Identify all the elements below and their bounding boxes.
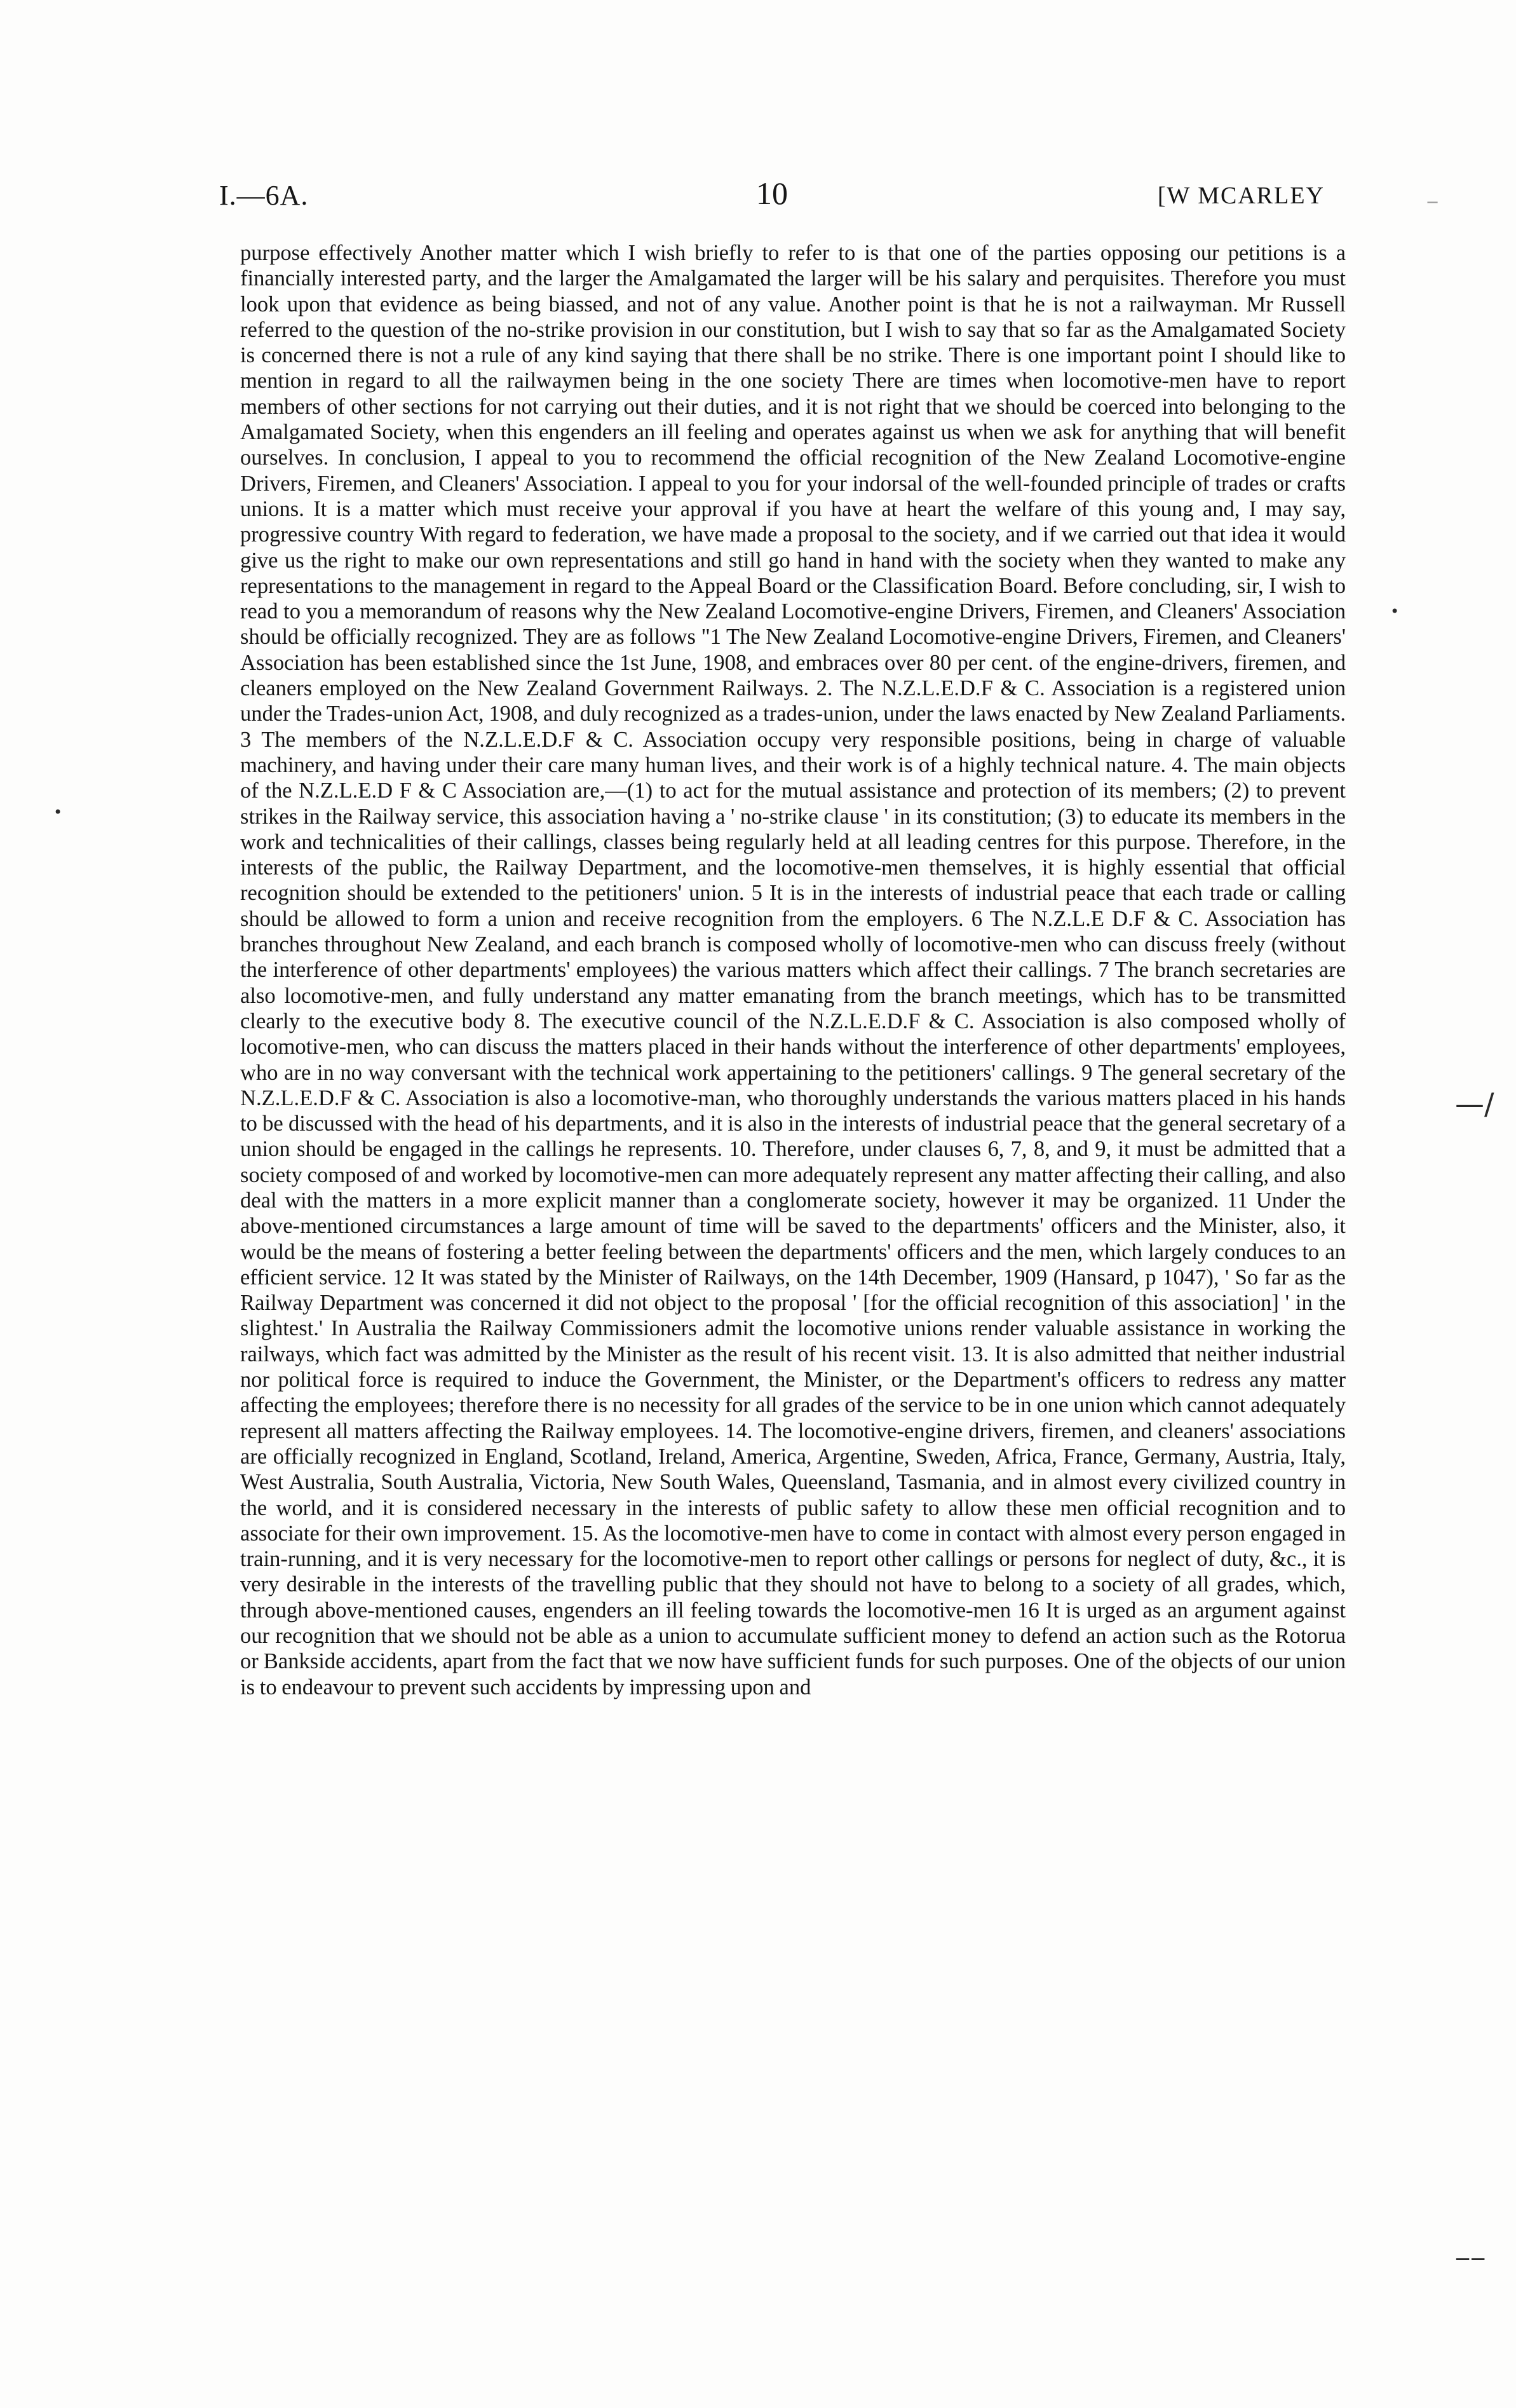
margin-faint-mark: ‒	[1426, 191, 1439, 213]
running-head	[219, 177, 1325, 215]
margin-dash-mark: ‒‒	[1455, 2243, 1486, 2271]
margin-dot-mark-left: •	[53, 803, 63, 821]
body-text	[240, 240, 1346, 1700]
paper-reference: I.—6A.	[219, 180, 309, 211]
margin-dot-mark: •	[1390, 602, 1400, 620]
witness-name: [W MCARLEY	[1157, 182, 1325, 209]
body-paragraph: purpose effectively Another matter which I wish briefly to refer to is that one of the parties opposing our petitions is a financially interested party, and the larger the Amalgamated the larger will be his salary and perquisites. Therefore you must look upon that evidence as being biassed, and not of any value. Another point is that he is not a railwayman. Mr Russell referred to the question of the no-strike provision in our constitution, but I wish to say that so far as the Amalgamated Society is concerned there is not a rule of any kind saying that there shall be no strike. There is one important point I should like to mention in regard to all the railwaymen being in the one society There are times when locomotive-men have to report members of other sections for not carrying out their duties, and it is not right that we should be coerced into belonging to the Amalgamated Society, when this engenders an ill feeling and operates against us when we ask for anything that will benefit ourselves. In conclusion, I appeal to you to recommend the official recognition of the New Zealand Locomotive-engine Drivers, Firemen, and Cleaners' Association. I appeal to you for your indorsal of the well-founded principle of trades or crafts unions. It is a matter which must receive your approval if you have at heart the welfare of this young and, I may say, progressive country With regard to federation, we have made a proposal to the society, and if we carried out that idea it would give us the right to make our own representations and still go hand in hand with the society when they wanted to make any representations to the management in regard to the Appeal Board or the Classification Board. Before concluding, sir, I wish to read to you a memorandum of reasons why the New Zealand Locomotive-engine Drivers, Firemen, and Cleaners' Association should be officially recognized. They are as follows "1 The New Zealand Locomotive-engine Drivers, Firemen, and Cleaners' Association has been established since the 1st June, 1908, and embraces over 80 per cent. of the engine-drivers, firemen, and cleaners employed on the New Zealand Government Railways. 2. The N.Z.L.E.D.F & C. Association is a registered union under the Trades-union Act, 1908, and duly recognized as a trades-union, under the laws enacted by New Zealand Parliaments. 3 The members of the N.Z.L.E.D.F & C. Association occupy very responsible positions, being in charge of valuable machinery, and having under their care many human lives, and their work is of a highly technical nature. 4. The main objects of the N.Z.L.E.D F & C Association are,—(1) to act for the mutual assistance and protection of its members; (2) to prevent strikes in the Railway service, this association having a ' no-strike clause ' in its constitution; (3) to educate its members in the work and technicalities of their callings, classes being regularly held at all leading centres for this purpose. Therefore, in the interests of the public, the Railway Department, and the locomotive-men themselves, it is highly essential that official recognition should be extended to the petitioners' union. 5 It is in the interests of industrial peace that each trade or calling should be allowed to form a union and receive recognition from the employers. 6 The N.Z.L.E D.F & C. Association has branches throughout New Zealand, and each branch is composed wholly of locomotive-men who can discuss freely (without the interference of other departments' employees) the various matters which affect their callings. 7 The branch secretaries are also locomotive-men, and fully understand any matter emanating from the branch meetings, which has to be transmitted clearly to the executive body 8. The executive council of the N.Z.L.E.D.F & C. Association is also composed wholly of locomotive-men, who can discuss the matters placed in their hands without the interference of other departments' employees, who are in no way conversant with the technical work appertaining to the petitioners' callings. 9 The general secretary of the N.Z.L.E.D.F & C. Association is also a locomotive-man, who thoroughly understands the various matters placed in his hands to be discussed with the head of his departments, and it is also in the interests of industrial peace that the general secretary of a union should be engaged in the callings he represents. 10. Therefore, under clauses 6, 7, 8, and 9, it must be admitted that a society composed of and worked by locomotive-men can more adequately represent any matter affecting their calling, and also deal with the matters in a more explicit manner than a conglomerate society, however it may be organized. 11 Under the above-mentioned circumstances a large amount of time will be saved to the departments' officers and the Minister, also, it would be the means of fostering a better feeling between the departments' officers and the men, which largely conduces to an efficient service. 12 It was stated by the Minister of Railways, on the 14th December, 1909 (Hansard, p 1047), ' So far as the Railway Department was concerned it did not object to the proposal ' [for the official recognition of this association] ' in the slightest.' In Australia the Railway Commissioners admit the locomotive unions render valuable assistance in working the railways, which fact was admitted by the Minister as the result of his recent visit. 13. It is also admitted that neither industrial nor political force is required to induce the Government, the Minister, or the Department's officers to redress any matter affecting the employees; therefore there is no necessity for all grades of the service to be in one union which cannot adequately represent all matters affecting the Railway employees. 14. The locomotive-engine drivers, firemen, and cleaners' associations are officially recognized in England, Scotland, Ireland, America, Argentine, Sweden, Africa, France, Germany, Austria, Italy, West Australia, South Australia, Victoria, New South Wales, Queensland, Tasmania, and in almost every civilized country in the world, and it is considered necessary in the interests of public safety to allow these men official recognition and to associate for their own improvement. 15. As the locomotive-men have to come in contact with almost every person engaged in train-running, and it is very necessary for the locomotive-men to report other callings or persons for neglect of duty, &c., it is very desirable in the interests of the travelling public that they should not have to belong to a society of all grades, which, through above-mentioned causes, engenders an ill feeling towards the locomotive-men 16 It is urged as an argument against our recognition that we should not be able as a union to accumulate sufficient money to defend an action such as the Rotorua or Bankside accidents, apart from the fact that we now have sufficient funds for such purposes. One of the objects of our union is to endeavour to prevent such accidents by impressing upon and	[240, 241, 1346, 1699]
page-number: 10	[756, 175, 788, 211]
margin-tick-mark: —/	[1455, 1087, 1494, 1121]
